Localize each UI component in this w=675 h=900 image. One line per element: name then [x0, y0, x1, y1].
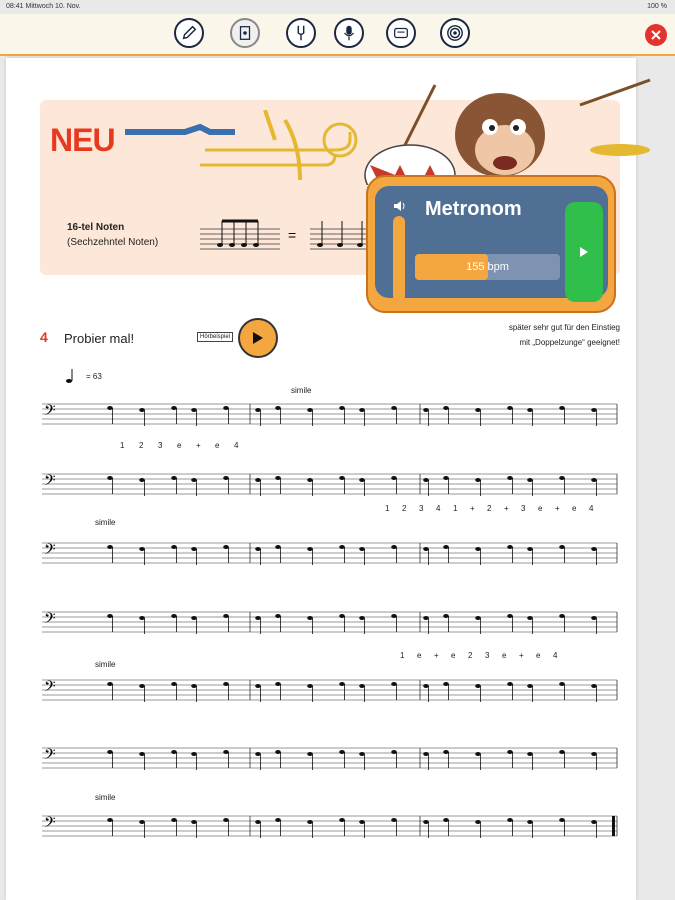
staff — [42, 541, 617, 565]
note-head — [527, 478, 533, 482]
hint-line-2: mit „Doppelzunge“ geeignet! — [519, 338, 620, 347]
count-syllable: + — [434, 651, 439, 660]
count-syllable: 2 — [402, 504, 407, 513]
note-head — [255, 547, 261, 551]
note-head — [475, 616, 481, 620]
note-head — [391, 818, 397, 822]
note-head — [191, 684, 197, 688]
note-head — [559, 818, 565, 822]
note-head — [507, 750, 513, 754]
note-head — [507, 476, 513, 480]
count-syllable: 2 — [139, 441, 144, 450]
note-head — [475, 752, 481, 756]
count-syllable: e — [572, 504, 577, 513]
note-head — [527, 616, 533, 620]
bass-clef: 𝄢 — [44, 610, 56, 631]
note-head — [527, 752, 533, 756]
staff — [42, 472, 617, 496]
final-barline — [612, 816, 615, 836]
note-head — [391, 614, 397, 618]
count-syllable: e — [215, 441, 220, 450]
note-head — [171, 750, 177, 754]
note-head — [359, 616, 365, 620]
simile-marking: simile — [95, 518, 116, 527]
note-head — [275, 406, 281, 410]
note-head — [139, 408, 145, 412]
note-head — [423, 408, 429, 412]
count-syllable: e — [417, 651, 422, 660]
note-head — [255, 684, 261, 688]
bass-clef: 𝄢 — [44, 814, 56, 835]
note-head — [139, 752, 145, 756]
count-syllable: 3 — [485, 651, 490, 660]
note-head — [339, 682, 345, 686]
count-syllable: e — [502, 651, 507, 660]
note-head — [391, 406, 397, 410]
note-head — [223, 545, 229, 549]
note-head — [275, 750, 281, 754]
note-head — [275, 476, 281, 480]
note-head — [255, 820, 261, 824]
note-head — [591, 820, 597, 824]
note-head — [107, 818, 113, 822]
note-head — [107, 750, 113, 754]
staff — [42, 678, 617, 702]
note-head — [391, 476, 397, 480]
note-head — [275, 545, 281, 549]
note-head — [255, 408, 261, 412]
bass-clef: 𝄢 — [44, 678, 56, 699]
note-head — [307, 547, 313, 551]
battery-status: 100 % — [647, 3, 667, 10]
note-head — [559, 406, 565, 410]
note-head — [107, 614, 113, 618]
count-syllable: 1 — [400, 651, 405, 660]
note-head — [107, 476, 113, 480]
note-head — [507, 545, 513, 549]
note-head — [171, 818, 177, 822]
tempo-marking: = 63 — [86, 372, 102, 381]
count-syllable: 2 — [487, 504, 492, 513]
note-head — [307, 752, 313, 756]
staff — [42, 610, 617, 634]
note-head — [171, 545, 177, 549]
note-head — [171, 476, 177, 480]
count-syllable: 1 — [385, 504, 390, 513]
note-head — [255, 616, 261, 620]
note-head — [339, 476, 345, 480]
note-head — [191, 752, 197, 756]
count-syllable: + — [504, 504, 509, 513]
staff — [42, 402, 617, 426]
note-head — [191, 547, 197, 551]
note-head — [339, 818, 345, 822]
note-head — [275, 682, 281, 686]
note-head — [423, 478, 429, 482]
metronome-title: Metronom — [425, 198, 522, 220]
note-head — [475, 547, 481, 551]
note-head — [591, 684, 597, 688]
note-head — [527, 684, 533, 688]
note-head — [443, 682, 449, 686]
note-head — [223, 750, 229, 754]
count-syllable: 4 — [553, 651, 558, 660]
note-head — [391, 750, 397, 754]
note-head — [255, 752, 261, 756]
note-head — [359, 408, 365, 412]
note-head — [475, 820, 481, 824]
note-head — [423, 616, 429, 620]
note-head — [527, 547, 533, 551]
note-head — [527, 408, 533, 412]
simile-marking: simile — [95, 793, 116, 802]
note-head — [443, 545, 449, 549]
note-head — [591, 752, 597, 756]
simile-marking: simile — [95, 660, 116, 669]
note-head — [139, 547, 145, 551]
bass-clef: 𝄢 — [44, 541, 56, 562]
note-head — [339, 750, 345, 754]
note-head — [191, 408, 197, 412]
note-head — [507, 682, 513, 686]
topic-title: 16-tel Noten — [67, 222, 125, 233]
note-head — [359, 752, 365, 756]
note-head — [139, 478, 145, 482]
count-syllable: 4 — [234, 441, 239, 450]
note-head — [307, 820, 313, 824]
note-head — [359, 684, 365, 688]
note-head — [443, 406, 449, 410]
note-head — [275, 818, 281, 822]
status-time: 08:41 Mittwoch 10. Nov. — [6, 3, 81, 10]
note-head — [591, 547, 597, 551]
note-head — [171, 614, 177, 618]
count-syllable: e — [538, 504, 543, 513]
note-head — [359, 478, 365, 482]
note-head — [359, 547, 365, 551]
note-head — [339, 545, 345, 549]
note-head — [391, 545, 397, 549]
count-syllable: + — [196, 441, 201, 450]
note-head — [255, 478, 261, 482]
note-head — [171, 406, 177, 410]
count-syllable: e — [451, 651, 456, 660]
note-head — [307, 478, 313, 482]
count-syllable: 3 — [521, 504, 526, 513]
bass-clef: 𝄢 — [44, 746, 56, 767]
note-head — [475, 408, 481, 412]
count-syllable: + — [470, 504, 475, 513]
note-head — [527, 820, 533, 824]
simile-marking: simile — [291, 386, 312, 395]
staff — [42, 746, 617, 770]
note-head — [591, 616, 597, 620]
count-syllable: 1 — [453, 504, 458, 513]
note-head — [559, 476, 565, 480]
bass-clef: 𝄢 — [44, 472, 56, 493]
note-head — [475, 684, 481, 688]
note-head — [559, 682, 565, 686]
note-head — [191, 616, 197, 620]
note-head — [339, 614, 345, 618]
note-head — [339, 406, 345, 410]
count-syllable: e — [177, 441, 182, 450]
note-head — [391, 682, 397, 686]
note-head — [275, 614, 281, 618]
topic-subtitle: (Sechzehntel Noten) — [67, 237, 159, 248]
note-head — [443, 818, 449, 822]
note-head — [139, 684, 145, 688]
note-head — [307, 616, 313, 620]
note-head — [443, 750, 449, 754]
note-head — [475, 478, 481, 482]
count-syllable: 3 — [419, 504, 424, 513]
note-head — [443, 476, 449, 480]
note-head — [191, 478, 197, 482]
note-head — [443, 614, 449, 618]
neu-heading: NEU — [50, 122, 115, 158]
note-head — [223, 476, 229, 480]
note-head — [307, 684, 313, 688]
exercise-title: Probier mal! — [64, 331, 135, 346]
bass-clef: 𝄢 — [44, 402, 56, 423]
note-head — [107, 406, 113, 410]
note-head — [223, 406, 229, 410]
exercise-number: 4 — [40, 329, 48, 345]
note-head — [507, 614, 513, 618]
note-head — [171, 682, 177, 686]
count-syllable: + — [519, 651, 524, 660]
note-head — [507, 406, 513, 410]
note-head — [559, 750, 565, 754]
note-head — [107, 682, 113, 686]
hint-line-1: später sehr gut für den Einstieg — [508, 323, 620, 332]
count-syllable: e — [536, 651, 541, 660]
count-syllable: 1 — [120, 441, 125, 450]
equals-sign: = — [288, 227, 297, 243]
note-head — [423, 752, 429, 756]
note-head — [359, 820, 365, 824]
note-head — [223, 614, 229, 618]
note-head — [423, 547, 429, 551]
count-syllable: 3 — [158, 441, 163, 450]
note-head — [191, 820, 197, 824]
note-head — [423, 820, 429, 824]
bpm-value: 155 bpm — [466, 261, 509, 273]
note-head — [591, 478, 597, 482]
note-head — [223, 682, 229, 686]
staff — [42, 814, 617, 838]
count-syllable: + — [555, 504, 560, 513]
note-head — [507, 818, 513, 822]
count-syllable: 4 — [436, 504, 441, 513]
note-head — [139, 820, 145, 824]
note-head — [307, 408, 313, 412]
note-head — [223, 818, 229, 822]
note-head — [423, 684, 429, 688]
count-syllable: 4 — [589, 504, 594, 513]
note-head — [559, 545, 565, 549]
note-head — [559, 614, 565, 618]
note-head — [591, 408, 597, 412]
note-head — [139, 616, 145, 620]
note-head — [107, 545, 113, 549]
count-syllable: 2 — [468, 651, 473, 660]
audio-example-label[interactable]: Hörbeispiel — [197, 332, 233, 342]
